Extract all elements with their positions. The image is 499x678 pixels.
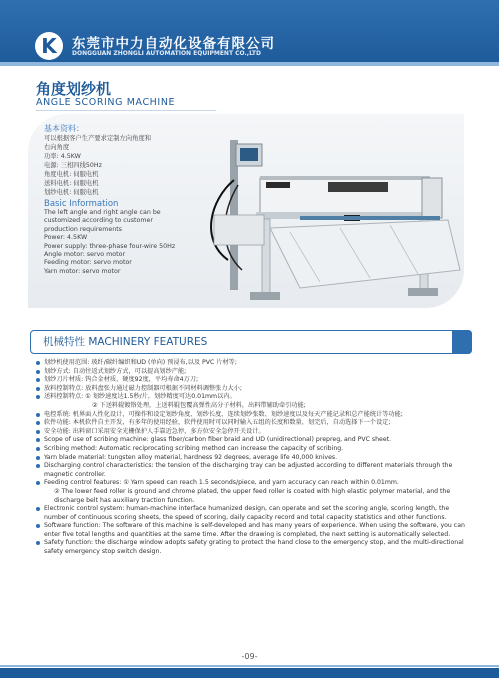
info-line-cn: 右向角度 [44, 144, 70, 151]
info-line-cn: 功率: 4.5KW [44, 153, 81, 160]
machine-photo [190, 120, 462, 308]
feature-item [36, 505, 468, 522]
features-heading-bar [30, 330, 472, 354]
header-stripe [0, 62, 499, 66]
feature-text: 划纱刀片材质: 钨合金材质，硬度92度，平均寿命4万刀; [44, 376, 199, 384]
feature-item [36, 539, 468, 556]
feature-text: Discharging control characteristics: the tension of the discharging tray can be adjusted according to different materials through the magnetic controller. [44, 462, 453, 478]
company-name-en: DONGGUAN ZHONGLI AUTOMATION EQUIPMENT CO.,LTD [72, 50, 261, 57]
bullet-icon [36, 438, 40, 442]
feature-item [36, 368, 468, 377]
feature-item [36, 393, 468, 402]
feature-item [36, 411, 468, 420]
bullet-icon [36, 507, 40, 511]
feature-item [36, 376, 468, 385]
feature-item [36, 359, 468, 368]
feature-item [36, 419, 468, 428]
bullet-icon [36, 447, 40, 451]
bullet-icon [36, 430, 40, 434]
heading-tab [452, 330, 472, 354]
info-line-en: Yarn motor: servo motor [44, 267, 121, 275]
feature-text: Scribing method: Automatic reciprocating scribing method can increase the capacity of scribing. [44, 444, 344, 452]
feature-text: ② The lower feed roller is ground and chrome plated, the upper feed roller is coated with high elastic polymer material, and the discharge belt has auxiliary traction function. [54, 487, 451, 504]
feature-text: 划纱机使用范围: 玻纤/碳纤编织和UD (单向) 预浸布,以及 PVC 片材等; [44, 359, 237, 366]
feature-text: 放料控制特点: 放料盘张力通过磁力控制器可根据不同材料调整张力大小; [44, 384, 242, 392]
logo-letter: K [41, 34, 57, 58]
basic-info-heading-cn: 基本资料： [44, 124, 84, 133]
feature-text: 安全功能: 出料窗口采用安全光栅保护人手靠近急停，多方位安全急停开关设计。 [44, 427, 265, 435]
bullet-icon [36, 456, 40, 460]
features-heading: 机械特性 MACHINERY FEATURES [43, 336, 208, 348]
info-line-cn: 电源: 三相四线50Hz [44, 162, 102, 169]
feature-item [36, 522, 468, 539]
info-line-cn: 送料电机: 伺服电机 [44, 180, 99, 187]
feature-item [36, 454, 468, 463]
feature-text: Scope of use of scribing machine: glass fiber/carbon fiber braid and UD (unidirectional) prepreg, and PVC sheet. [44, 436, 392, 444]
bullet-icon [36, 387, 40, 391]
feature-text: Safety function: the discharge window adopts safety grating to protect the hand close to the emergency stop, and the multi-directional safety emergency stop switch design. [44, 539, 464, 556]
bullet-icon [36, 524, 40, 528]
feature-text: 软件功能: 本机软件自主开发，有多年的使用经验，软件使用时可以同时输入五组的长度和数量，划完后，自动选择下一个设定; [44, 419, 391, 427]
basic-info-heading-en: Basic Information [44, 199, 119, 209]
bullet-icon [36, 370, 40, 374]
feature-item [36, 462, 468, 479]
feature-item [36, 428, 468, 437]
info-line-cn: 角度电机: 伺服电机 [44, 171, 99, 178]
page-number: -09- [241, 652, 258, 661]
bullet-icon [36, 421, 40, 425]
footer-stripe [0, 665, 499, 667]
info-line-en: customized according to customer [44, 217, 153, 225]
feature-text: Feeding control features: ① Yarn speed can reach 1.5 seconds/piece, and yarn accuracy can reach within 0.01mm. [44, 479, 399, 487]
feature-item [36, 445, 468, 454]
product-title-cn: 角度划纱机 [36, 80, 112, 98]
product-title-en: ANGLE SCORING MACHINE [36, 97, 176, 108]
info-line-en: The left angle and right angle can be [44, 209, 161, 216]
bullet-icon [36, 361, 40, 365]
feature-text: Electronic control system: human-machine interface humanized design, can operate and set the scoring angle, scoring length, the number of continuous scoring sheets, the speed of scoring, daily capacity record and total capacity statistics and other functions. [44, 505, 450, 521]
bullet-icon [36, 413, 40, 417]
info-line-en: Angle motor: servo motor [44, 251, 126, 259]
footer-bar [0, 668, 499, 678]
feature-text: Yarn blade material: tungsten alloy material, hardness 92 degrees, average life 40,000 knives. [44, 453, 338, 461]
feature-item [36, 479, 468, 488]
features-list [36, 359, 468, 557]
bullet-icon [36, 378, 40, 382]
info-line-en: production requirements [44, 225, 122, 233]
basic-info-block [44, 124, 194, 276]
feature-item [36, 402, 468, 411]
feature-item [36, 488, 468, 505]
info-line-cn: 划纱电机: 伺服电机 [44, 189, 99, 196]
info-line-en: Power: 4.5KW [44, 234, 88, 242]
bullet-icon [36, 464, 40, 468]
info-line-en: Feeding motor: servo motor [44, 259, 132, 267]
bullet-icon [36, 395, 40, 399]
bullet-icon [36, 481, 40, 485]
company-name-cn: 东莞市中力自动化设备有限公司 [72, 36, 275, 52]
feature-text: Software function: The software of this machine is self-developed and has many years of experience. When using the software, you can enter five total lengths and quantities at the same time. After the drawing is completed, the next setting is automatically selected. [44, 522, 465, 538]
company-logo [35, 32, 63, 60]
bullet-icon [36, 541, 40, 545]
info-line-en: Power supply: three-phase four-wire 50Hz [44, 242, 176, 250]
feature-item [36, 436, 468, 445]
feature-text: ② 下送料辊镀铬处理，上送料辊包覆高弹性高分子材料，出料带辅助牵引功能; [92, 401, 306, 409]
info-line-cn: 可以根据客户生产要求定制左向角度和 [44, 135, 152, 142]
feature-text: 电控系统: 机界面人性化设计，可操作和设定划纱角度、划纱长度、连续划纱张数、划纱速度以及每天产能记录和总产能统计等功能; [44, 410, 403, 418]
feature-text: 划纱方式: 自动往返式划纱方式，可以提高划纱产能; [44, 367, 187, 375]
feature-text: 送料控制特点: ① 划纱速度达1.5秒/片，划纱精度可达0.01mm以内。 [44, 393, 236, 401]
title-divider [36, 110, 216, 111]
